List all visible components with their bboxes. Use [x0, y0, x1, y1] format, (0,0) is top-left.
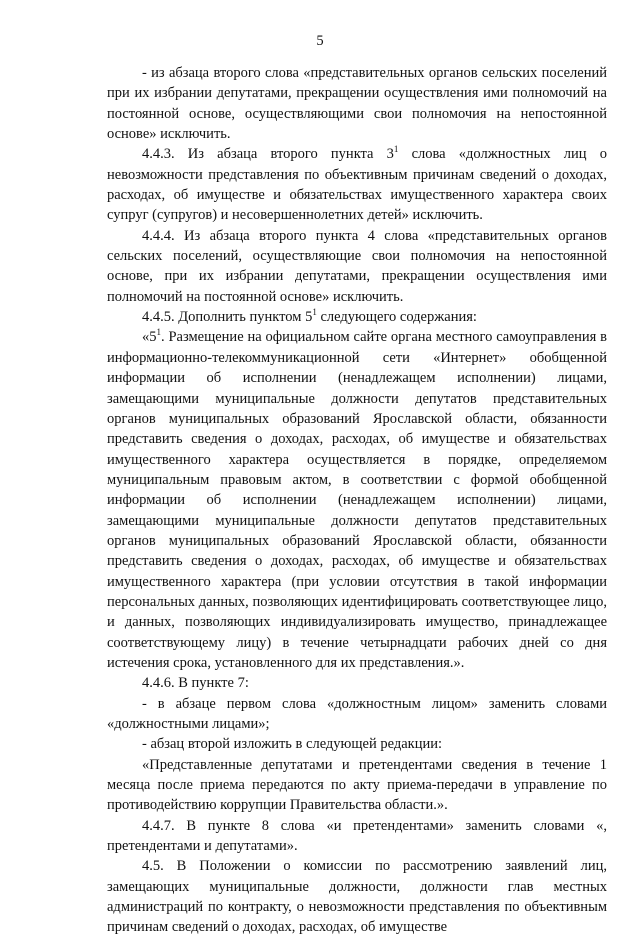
paragraph-text: 4.5. В Положении о комиссии по рассмотрению заявлений лиц, замещающих муниципальные должности, должности глав местных администраций по контракту, о невозможности представления по объективным причинам сведений о доходах, расходах, об имуществе	[107, 858, 607, 936]
paragraph-text: - абзац второй изложить в следующей редакции:	[142, 736, 443, 753]
paragraph-text: 4.4.7. В пункте 8 слова «и претендентами» заменить словами «, претендентами и депутатами».	[107, 817, 607, 855]
paragraph-submitted-info	[107, 755, 607, 816]
paragraph-exclusion-rural-settlements	[107, 63, 607, 144]
paragraph-text: слова «должностных лиц о невозможности представления по объективным причинам сведений о доходах, расходах, об имуществе и обязательствах имущественного характера своих супруг (супругов) и несовершеннолетних детей» исключить.	[107, 146, 607, 224]
paragraph-text: 4.4.6. В пункте 7:	[142, 675, 249, 692]
paragraph-4-5	[107, 856, 607, 937]
paragraph-4-4-3	[107, 144, 607, 225]
superscript: 1	[156, 327, 161, 338]
paragraph-text: 4.4.3. Из абзаца второго пункта 3	[142, 146, 394, 163]
superscript: 1	[312, 307, 317, 318]
paragraph-first-abzac-replace	[107, 694, 607, 735]
body-text	[107, 63, 607, 938]
paragraph-text: - из абзаца второго слова «представительных органов сельских поселений при их избрании депутатами, прекращении осуществления ими полномочий на постоянной основе, осуществляющими свои полномочия на непостоянной основе» исключить.	[107, 65, 607, 143]
paragraph-point-5-1	[107, 327, 607, 673]
page-number: 5	[316, 33, 324, 49]
paragraph-text: следующего содержания:	[316, 309, 477, 326]
paragraph-text: 4.4.4. Из абзаца второго пункта 4 слова «представительных органов сельских поселений, осуществляющие свои полномочия на непостоянной основе, при их избрании депутатами, прекращении осуществления ими полномочий на постоянной основе» исключить.	[107, 227, 607, 305]
paragraph-4-4-7	[107, 816, 607, 857]
paragraph-4-4-4	[107, 226, 607, 307]
superscript: 1	[393, 144, 399, 155]
paragraph-text: 4.4.5. Дополнить пунктом 5	[142, 309, 313, 326]
paragraph-text: - в абзаце первом слова «должностным лицом» заменить словами «должностными лицами»;	[107, 695, 607, 732]
paragraph-4-4-5	[107, 307, 607, 327]
paragraph-text: . Размещение на официальном сайте органа местного самоуправления в информационно-телекоммуникационной сети «Интернет» обобщенной информации об исполнении (ненадлежащем исполнении) лицами, замещающими муниципальные должности депутатов представительных органов муниципальных образований Ярославской области, обязанности представить сведения о доходах, расходах, об имуществе и обязательствах имущественного характера осуществляется в порядке, определяемом муниципальным правовым актом, в соответствии с формой обобщенной информации об исполнении (ненадлежащем исполнении) лицами, замещающими муниципальные должности депутатов представительных органов муниципальных образований Ярославской области, обязанности представить сведения о доходах, расходах, об имуществе и обязательствах имущественного характера (при условии отсутствия в такой информации персональных данных, позволяющих идентифицировать соответствующее лицо, и данных, позволяющих индивидуализировать имущество, принадлежащее соответствующему лицу) в течение четырнадцати рабочих дней со дня истечения срока, установленного для их представления.».	[107, 329, 607, 671]
paragraph-text: «Представленные депутатами и претендентами сведения в течение 1 месяца после приема передаются по акту приема-передачи в управление по противодействию коррупции Правительства области.».	[107, 756, 607, 814]
paragraph-4-4-6	[107, 673, 607, 693]
paragraph-second-abzac-edit	[107, 734, 607, 754]
paragraph-text: «5	[142, 329, 157, 346]
